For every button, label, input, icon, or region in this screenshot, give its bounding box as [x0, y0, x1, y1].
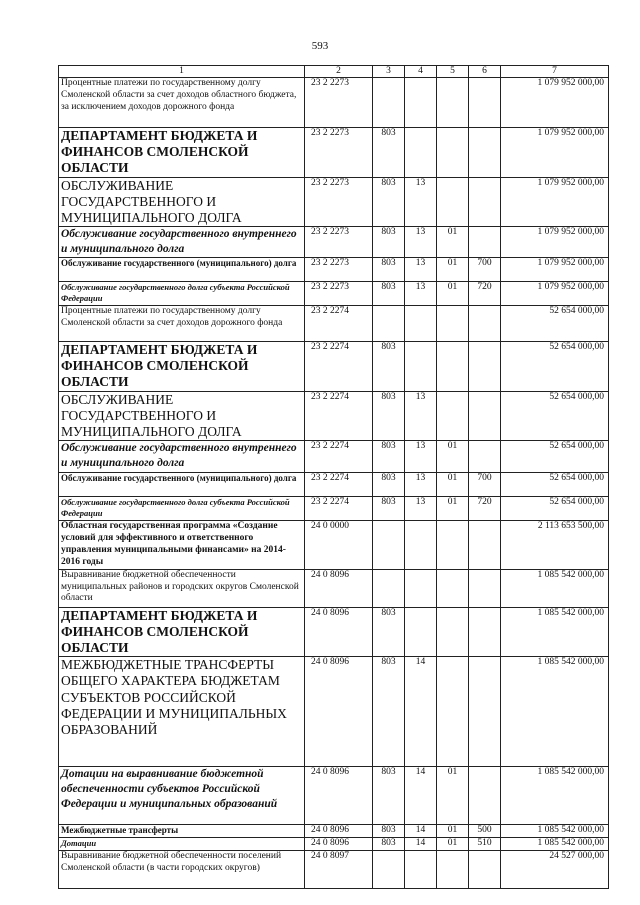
row-amount: 52 654 000,00	[501, 306, 609, 342]
row-col-4	[405, 607, 437, 657]
row-col-5: 01	[437, 227, 469, 258]
row-name: Обслуживание государственного (муниципального) долга	[59, 473, 305, 497]
row-col-3: 803	[373, 258, 405, 282]
row-code: 24 0 8096	[305, 825, 373, 838]
table-row	[59, 850, 609, 888]
row-col-3: 803	[373, 825, 405, 838]
table-row	[59, 306, 609, 342]
row-col-5	[437, 342, 469, 392]
header-col-5: 5	[437, 66, 469, 78]
table-row	[59, 282, 609, 306]
row-amount: 1 079 952 000,00	[501, 227, 609, 258]
row-col-3: 803	[373, 391, 405, 441]
row-col-4: 13	[405, 497, 437, 521]
row-col-6	[469, 657, 501, 767]
row-col-4: 13	[405, 473, 437, 497]
row-col-4: 13	[405, 227, 437, 258]
header-row	[59, 66, 609, 78]
row-col-5: 01	[437, 838, 469, 851]
table-row	[59, 441, 609, 473]
page-number: 593	[311, 40, 329, 52]
row-amount: 1 079 952 000,00	[501, 282, 609, 306]
row-col-3: 803	[373, 128, 405, 178]
row-col-5: 01	[437, 282, 469, 306]
row-code: 23 2 2274	[305, 391, 373, 441]
row-col-3: 803	[373, 177, 405, 227]
row-col-3	[373, 850, 405, 888]
row-col-6	[469, 767, 501, 825]
row-col-3: 803	[373, 342, 405, 392]
row-name: Процентные платежи по государственному долгу Смоленской области за счет доходов дорожного фонда	[59, 306, 305, 342]
row-col-6	[469, 607, 501, 657]
row-amount: 52 654 000,00	[501, 342, 609, 392]
table-row	[59, 607, 609, 657]
row-amount: 1 085 542 000,00	[501, 607, 609, 657]
row-col-5: 01	[437, 258, 469, 282]
row-name: Выравнивание бюджетной обеспеченности поселений Смоленской области (в части городских округов)	[59, 850, 305, 888]
row-col-3: 803	[373, 838, 405, 851]
row-code: 23 2 2273	[305, 227, 373, 258]
row-name: МЕЖБЮДЖЕТНЫЕ ТРАНСФЕРТЫ ОБЩЕГО ХАРАКТЕРА БЮДЖЕТАМ СУБЪЕКТОВ РОССИЙСКОЙ ФЕДЕРАЦИИ И МУНИЦИПАЛЬНЫХ ОБРАЗОВАНИЙ	[59, 657, 305, 767]
table-row	[59, 258, 609, 282]
row-col-5: 01	[437, 825, 469, 838]
row-col-4	[405, 78, 437, 128]
row-name: Дотации	[59, 838, 305, 851]
row-amount: 1 079 952 000,00	[501, 177, 609, 227]
row-code: 24 0 8096	[305, 657, 373, 767]
row-code: 23 2 2274	[305, 473, 373, 497]
row-col-5: 01	[437, 441, 469, 473]
header-col-1: 1	[59, 66, 305, 78]
row-name: Дотации на выравнивание бюджетной обеспеченности субъектов Российской Федерации и муниципальных образований	[59, 767, 305, 825]
header-col-2: 2	[305, 66, 373, 78]
row-col-3	[373, 306, 405, 342]
row-col-6: 500	[469, 825, 501, 838]
row-amount: 1 079 952 000,00	[501, 78, 609, 128]
row-col-5	[437, 657, 469, 767]
row-col-6	[469, 78, 501, 128]
row-col-4: 13	[405, 258, 437, 282]
row-col-3	[373, 569, 405, 607]
row-code: 23 2 2273	[305, 282, 373, 306]
header-col-3: 3	[373, 66, 405, 78]
row-amount: 52 654 000,00	[501, 441, 609, 473]
table-row	[59, 342, 609, 392]
budget-table	[58, 65, 609, 889]
row-col-4	[405, 569, 437, 607]
row-col-3	[373, 78, 405, 128]
row-code: 24 0 8096	[305, 569, 373, 607]
row-col-4	[405, 521, 437, 570]
row-col-6	[469, 441, 501, 473]
row-col-6	[469, 306, 501, 342]
row-name: Обслуживание государственного внутреннего и муниципального долга	[59, 227, 305, 258]
row-col-3: 803	[373, 227, 405, 258]
row-col-4: 13	[405, 177, 437, 227]
row-col-5: 01	[437, 473, 469, 497]
row-col-6	[469, 227, 501, 258]
row-name: ДЕПАРТАМЕНТ БЮДЖЕТА И ФИНАНСОВ СМОЛЕНСКОЙ ОБЛАСТИ	[59, 128, 305, 178]
row-col-3: 803	[373, 441, 405, 473]
row-col-6	[469, 850, 501, 888]
row-name: ДЕПАРТАМЕНТ БЮДЖЕТА И ФИНАНСОВ СМОЛЕНСКОЙ ОБЛАСТИ	[59, 342, 305, 392]
row-col-5	[437, 607, 469, 657]
row-col-4: 14	[405, 657, 437, 767]
row-col-4: 14	[405, 767, 437, 825]
table-row	[59, 227, 609, 258]
row-code: 24 0 8096	[305, 838, 373, 851]
row-code: 23 2 2273	[305, 258, 373, 282]
row-amount: 1 085 542 000,00	[501, 569, 609, 607]
header-col-7: 7	[501, 66, 609, 78]
row-col-5	[437, 128, 469, 178]
row-col-6	[469, 569, 501, 607]
row-col-5	[437, 78, 469, 128]
row-name: Межбюджетные трансферты	[59, 825, 305, 838]
row-col-6: 700	[469, 258, 501, 282]
row-col-5: 01	[437, 497, 469, 521]
row-code: 23 2 2273	[305, 128, 373, 178]
row-col-4: 13	[405, 282, 437, 306]
row-name: ДЕПАРТАМЕНТ БЮДЖЕТА И ФИНАНСОВ СМОЛЕНСКОЙ ОБЛАСТИ	[59, 607, 305, 657]
table-row	[59, 128, 609, 178]
row-code: 24 0 8096	[305, 607, 373, 657]
row-code: 23 2 2274	[305, 306, 373, 342]
row-code: 23 2 2273	[305, 177, 373, 227]
table-row	[59, 177, 609, 227]
row-col-5	[437, 850, 469, 888]
row-code: 24 0 8097	[305, 850, 373, 888]
header-col-6: 6	[469, 66, 501, 78]
row-col-5	[437, 391, 469, 441]
table-row	[59, 78, 609, 128]
table-row	[59, 391, 609, 441]
row-col-6	[469, 391, 501, 441]
row-col-4	[405, 850, 437, 888]
row-col-5	[437, 569, 469, 607]
row-name: Обслуживание государственного внутреннего и муниципального долга	[59, 441, 305, 473]
row-col-5	[437, 177, 469, 227]
row-amount: 52 654 000,00	[501, 497, 609, 521]
row-col-5	[437, 521, 469, 570]
row-code: 23 2 2274	[305, 497, 373, 521]
row-col-6	[469, 177, 501, 227]
row-amount: 1 079 952 000,00	[501, 128, 609, 178]
row-amount: 52 654 000,00	[501, 473, 609, 497]
row-name: Обслуживание государственного (муниципального) долга	[59, 258, 305, 282]
row-amount: 1 085 542 000,00	[501, 767, 609, 825]
table-row	[59, 497, 609, 521]
row-col-3: 803	[373, 767, 405, 825]
header-col-4: 4	[405, 66, 437, 78]
table-row	[59, 838, 609, 851]
row-amount: 1 085 542 000,00	[501, 838, 609, 851]
row-amount: 2 113 653 500,00	[501, 521, 609, 570]
table-row	[59, 473, 609, 497]
table-row	[59, 825, 609, 838]
row-col-4: 13	[405, 391, 437, 441]
row-name: Обслуживание государственного долга субъекта Российской Федерации	[59, 282, 305, 306]
row-col-6: 720	[469, 497, 501, 521]
row-col-3: 803	[373, 657, 405, 767]
row-col-4	[405, 342, 437, 392]
row-amount: 1 079 952 000,00	[501, 258, 609, 282]
row-col-6: 700	[469, 473, 501, 497]
row-name: Обслуживание государственного долга субъекта Российской Федерации	[59, 497, 305, 521]
row-col-3	[373, 521, 405, 570]
row-col-6: 720	[469, 282, 501, 306]
row-code: 23 2 2273	[305, 78, 373, 128]
row-col-4: 13	[405, 441, 437, 473]
row-name: ОБСЛУЖИВАНИЕ ГОСУДАРСТВЕННОГО И МУНИЦИПАЛЬНОГО ДОЛГА	[59, 391, 305, 441]
table-row	[59, 657, 609, 767]
row-name: ОБСЛУЖИВАНИЕ ГОСУДАРСТВЕННОГО И МУНИЦИПАЛЬНОГО ДОЛГА	[59, 177, 305, 227]
row-name: Выравнивание бюджетной обеспеченности муниципальных районов и городских округов Смоленской области	[59, 569, 305, 607]
row-col-5: 01	[437, 767, 469, 825]
row-col-6	[469, 521, 501, 570]
table-row	[59, 569, 609, 607]
row-amount: 24 527 000,00	[501, 850, 609, 888]
row-col-3: 803	[373, 607, 405, 657]
row-code: 24 0 8096	[305, 767, 373, 825]
row-code: 24 0 0000	[305, 521, 373, 570]
row-col-3: 803	[373, 497, 405, 521]
row-col-4: 14	[405, 838, 437, 851]
table-row	[59, 521, 609, 570]
row-col-3: 803	[373, 282, 405, 306]
row-code: 23 2 2274	[305, 342, 373, 392]
row-amount: 1 085 542 000,00	[501, 657, 609, 767]
row-col-6	[469, 128, 501, 178]
row-col-6: 510	[469, 838, 501, 851]
row-col-3: 803	[373, 473, 405, 497]
row-name: Областная государственная программа «Создание условий для эффективного и ответственного управления муниципальными финансами» на 2014-2016 годы	[59, 521, 305, 570]
row-col-4: 14	[405, 825, 437, 838]
row-col-5	[437, 306, 469, 342]
table-row	[59, 767, 609, 825]
row-col-4	[405, 306, 437, 342]
row-name: Процентные платежи по государственному долгу Смоленской области за счет доходов областного бюджета, за исключением доходов дорожного фонда	[59, 78, 305, 128]
row-amount: 1 085 542 000,00	[501, 825, 609, 838]
row-col-6	[469, 342, 501, 392]
row-code: 23 2 2274	[305, 441, 373, 473]
row-amount: 52 654 000,00	[501, 391, 609, 441]
row-col-4	[405, 128, 437, 178]
